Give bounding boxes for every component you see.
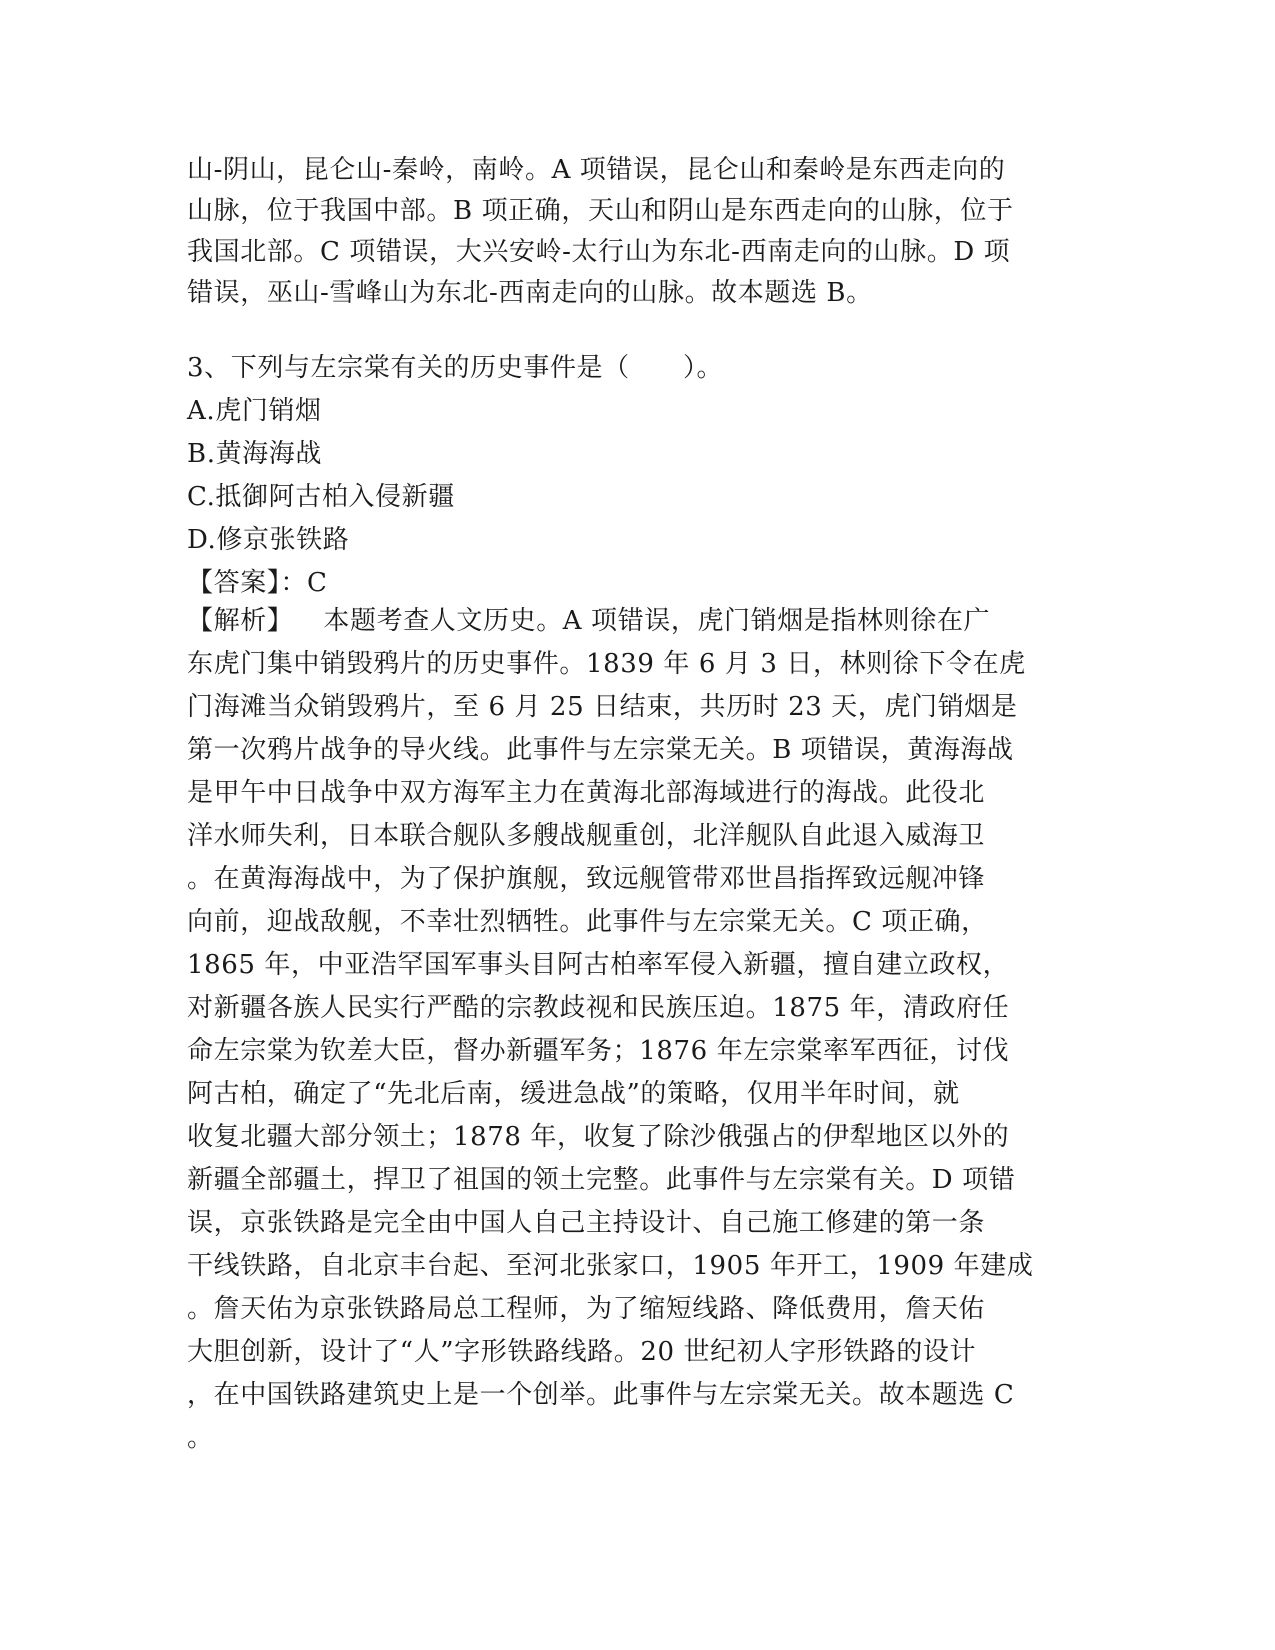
previous-explanation-line: 山脉，位于我国中部。B 项正确，天山和阴山是东西走向的山脉，位于 [187, 196, 1014, 226]
analysis-line: 阿古柏，确定了“先北后南，缓进急战”的策略，仅用半年时间，就 [187, 1079, 960, 1109]
analysis-line: 收复北疆大部分领土；1878 年，收复了除沙俄强占的伊犁地区以外的 [187, 1122, 1010, 1152]
option-a: A.虎门销烟 [187, 396, 322, 426]
analysis-line: 洋水师失利，日本联合舰队多艘战舰重创，北洋舰队自此退入威海卫 [187, 821, 986, 851]
analysis-line: 1865 年，中亚浩罕国军事头目阿古柏率军侵入新疆，擅自建立政权， [187, 950, 1010, 980]
answer-line [187, 562, 1087, 605]
analysis-line: 向前，迎战敌舰，不幸壮烈牺牲。此事件与左宗棠无关。C 项正确， [187, 907, 988, 937]
analysis-label: 【解析】 [187, 606, 294, 636]
previous-explanation [187, 150, 1087, 314]
answer-label: 【答案】： [187, 568, 308, 598]
analysis-line: ，在中国铁路建筑史上是一个创举。此事件与左宗棠无关。故本题选 C [187, 1380, 1015, 1410]
option-d: D.修京张铁路 [187, 525, 350, 555]
option-c: C.抵御阿古柏入侵新疆 [187, 482, 455, 512]
analysis-line: 大胆创新，设计了“人”字形铁路线路。20 世纪初人字形铁路的设计 [187, 1337, 977, 1367]
analysis-line: 。詹天佑为京张铁路局总工程师，为了缩短线路、降低费用，詹天佑 [187, 1294, 986, 1324]
analysis-line: 。 [187, 1423, 214, 1453]
answer-value: C [307, 568, 328, 598]
previous-explanation-line: 山-阴山，昆仑山-秦岭，南岭。A 项错误，昆仑山和秦岭是东西走向的 [187, 155, 1006, 185]
analysis-line: 命左宗棠为钦差大臣，督办新疆军务；1876 年左宗棠率军西征，讨伐 [187, 1036, 1010, 1066]
analysis-line: 门海滩当众销毁鸦片，至 6 月 25 日结束，共历时 23 天，虎门销烟是 [187, 692, 1018, 722]
option-b: B.黄海海战 [187, 439, 322, 469]
analysis-line: 。在黄海海战中，为了保护旗舰，致远舰管带邓世昌指挥致远舰冲锋 [187, 864, 986, 894]
question-3 [187, 347, 1087, 605]
analysis-line: 第一次鸦片战争的导火线。此事件与左宗棠无关。B 项错误，黄海海战 [187, 735, 1014, 765]
analysis-line: 本题考查人文历史。A 项错误，虎门销烟是指林则徐在广 [323, 606, 991, 636]
analysis-line: 是甲午中日战争中双方海军主力在黄海北部海域进行的海战。此役北 [187, 778, 986, 808]
analysis-first-line [187, 600, 1087, 643]
analysis-line: 误，京张铁路是完全由中国人自己主持设计、自己施工修建的第一条 [187, 1208, 986, 1238]
previous-explanation-line: 错误，巫山-雪峰山为东北-西南走向的山脉。故本题选 B。 [187, 278, 873, 308]
analysis [187, 600, 1087, 1460]
previous-explanation-line: 我国北部。C 项错误，大兴安岭-太行山为东北-西南走向的山脉。D 项 [187, 237, 1011, 267]
analysis-line: 对新疆各族人民实行严酷的宗教歧视和民族压迫。1875 年，清政府任 [187, 993, 1010, 1023]
analysis-line: 东虎门集中销毁鸦片的历史事件。1839 年 6 月 3 日，林则徐下令在虎 [187, 649, 1026, 679]
question-stem: 3、下列与左宗棠有关的历史事件是（ ）。 [187, 353, 724, 383]
analysis-line: 干线铁路，自北京丰台起、至河北张家口，1905 年开工，1909 年建成 [187, 1251, 1034, 1281]
analysis-line: 新疆全部疆土，捍卫了祖国的领土完整。此事件与左宗棠有关。D 项错 [187, 1165, 1016, 1195]
